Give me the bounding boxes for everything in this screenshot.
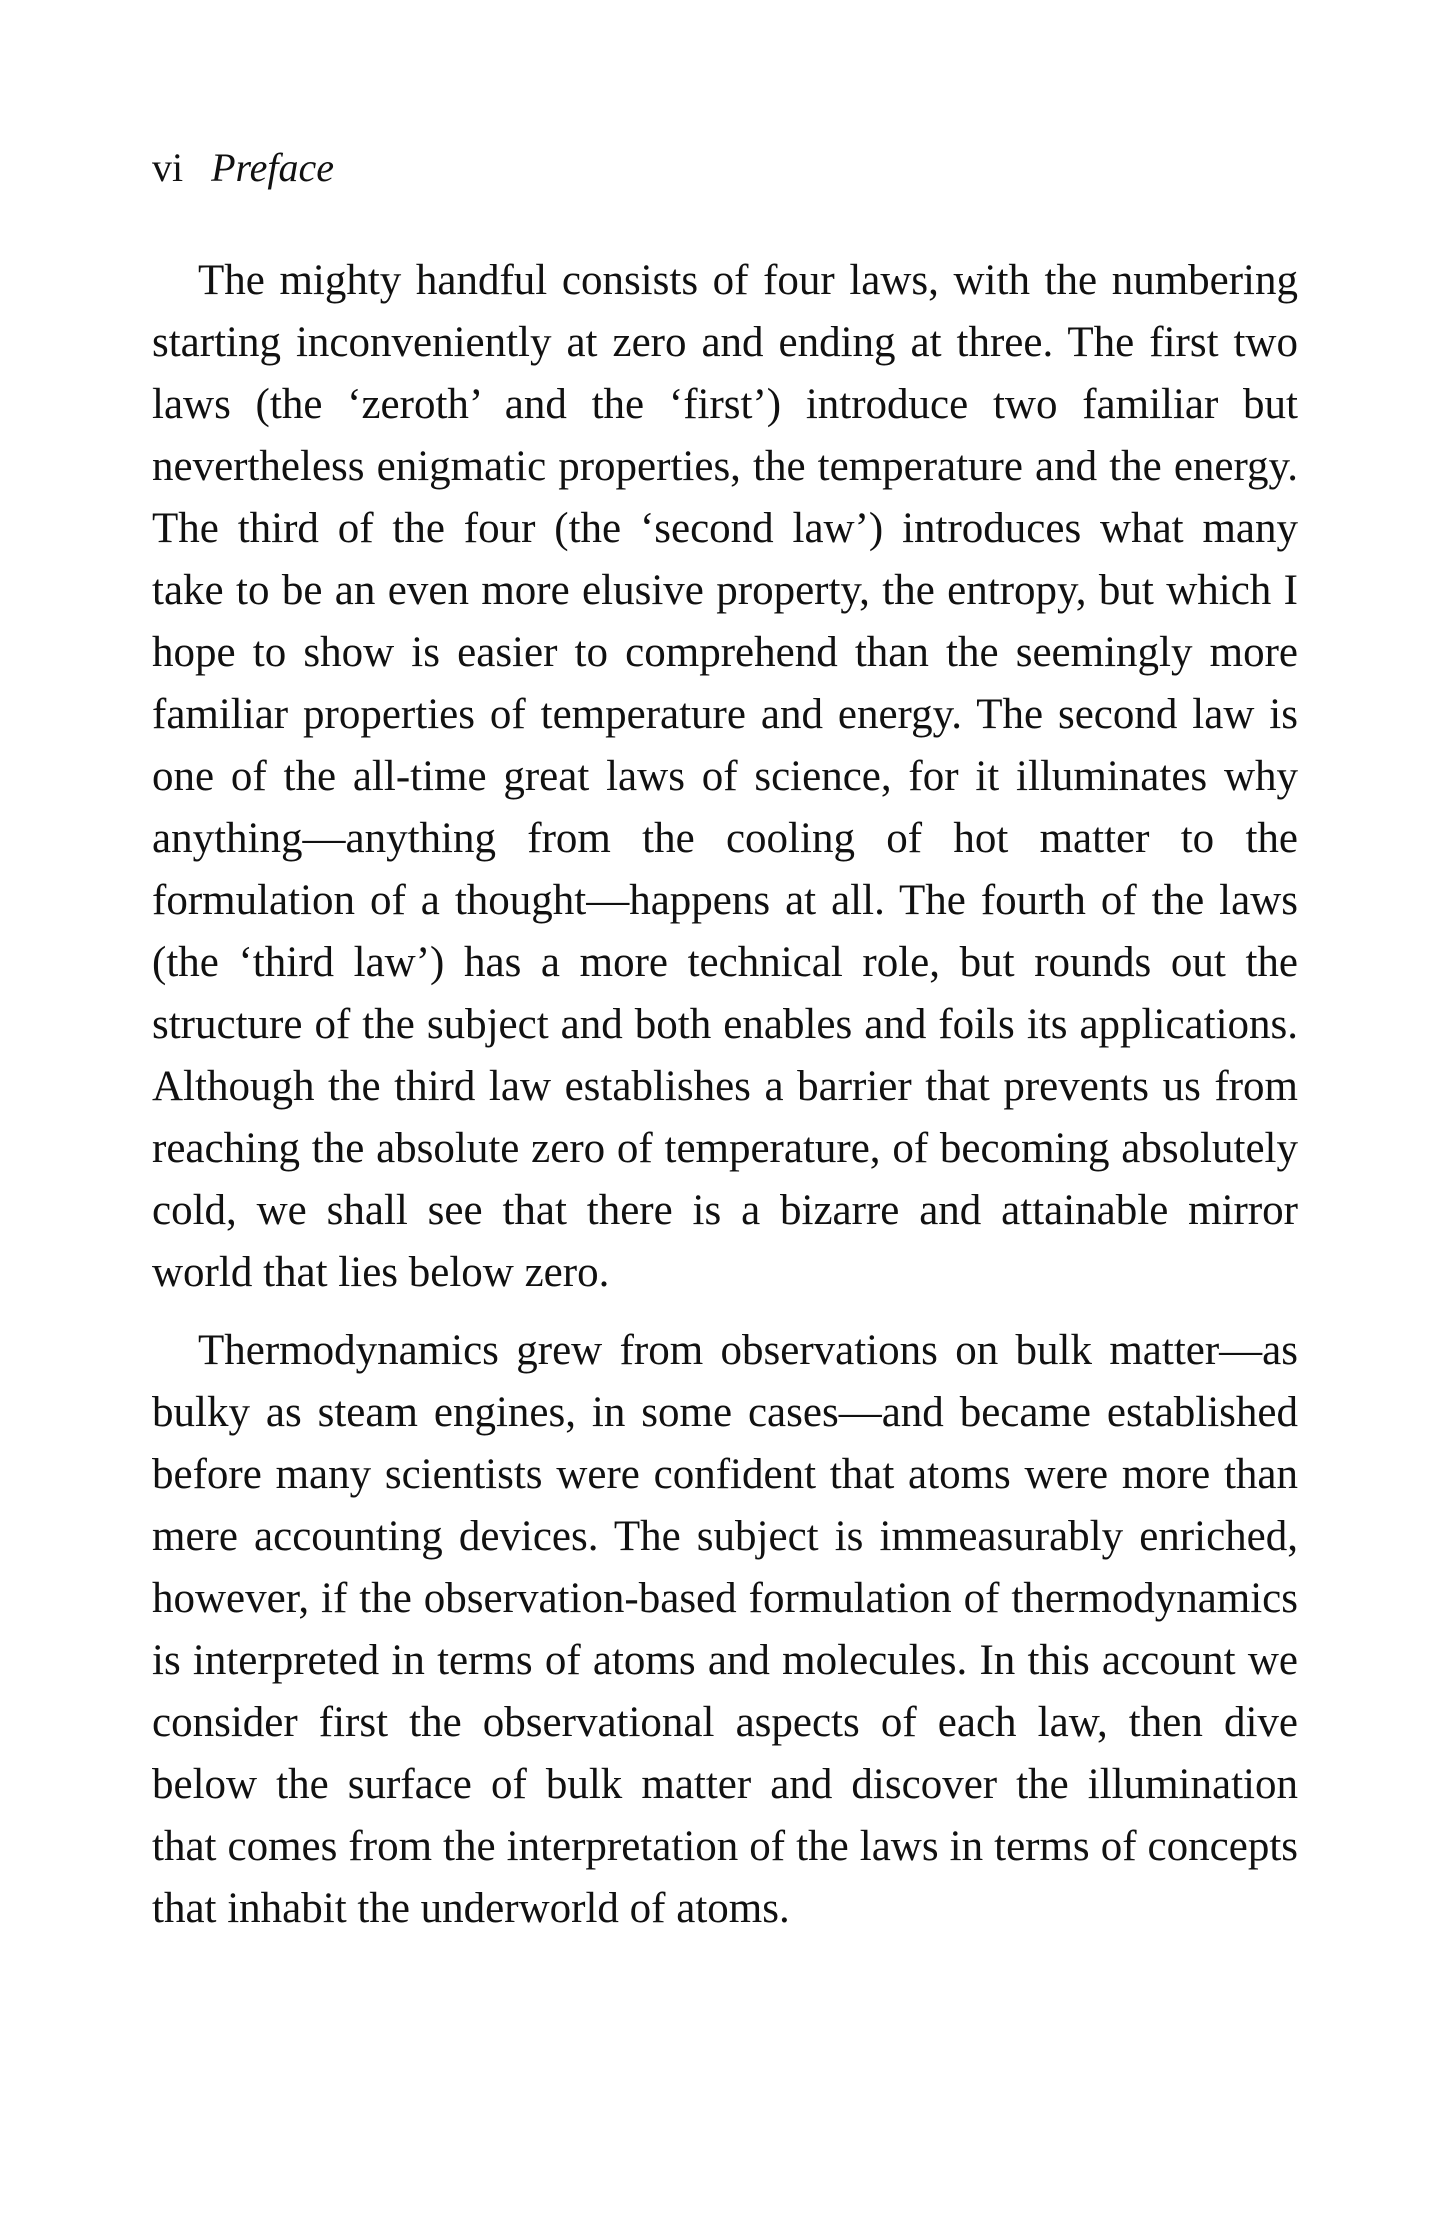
paragraph-1: The mighty handful consists of four laws, with the numbering starting inconveniently at zero and ending at three. The first two laws (the ‘zeroth’ and the ‘first’) introduce two familiar but nevertheless enigmatic properties, the temperature and the energy. The third of the four (the ‘second law’) introduces what many take to be an even more elusive property, the entropy, but which I hope to show is easier to comprehend than the seemingly more familiar properties of temperature and energy. The second law is one of the all-time great laws of science, for it illuminates why anything—anything from the cooling of hot matter to the formulation of a thought—happens at all. The fourth of the laws (the ‘third law’) has a more technical role, but rounds out the structure of the subject and both enables and foils its applications. Although the third law establishes a barrier that prevents us from reaching the absolute zero of temperature, of becoming absolutely cold, we shall see that there is a bizarre and attainable mirror world that lies below zero. (152, 257, 1298, 1296)
paragraph-2: Thermodynamics grew from observations on bulk matter—as bulky as steam engines, in some cases—and became established before many scientists were confident that atoms were more than mere accounting devices. The subject is immeasurably enriched, however, if the observation-based formulation of thermodynamics is interpreted in terms of atoms and molecules. In this account we consider first the observational aspects of each law, then dive below the surface of bulk matter and discover the illumination that comes from the interpretation of the laws in terms of concepts that inhabit the underworld of atoms. (152, 1327, 1298, 1932)
page-number: vi (152, 145, 184, 190)
running-head (152, 138, 334, 198)
body-text (152, 250, 1298, 1956)
section-title: Preface (211, 145, 335, 190)
